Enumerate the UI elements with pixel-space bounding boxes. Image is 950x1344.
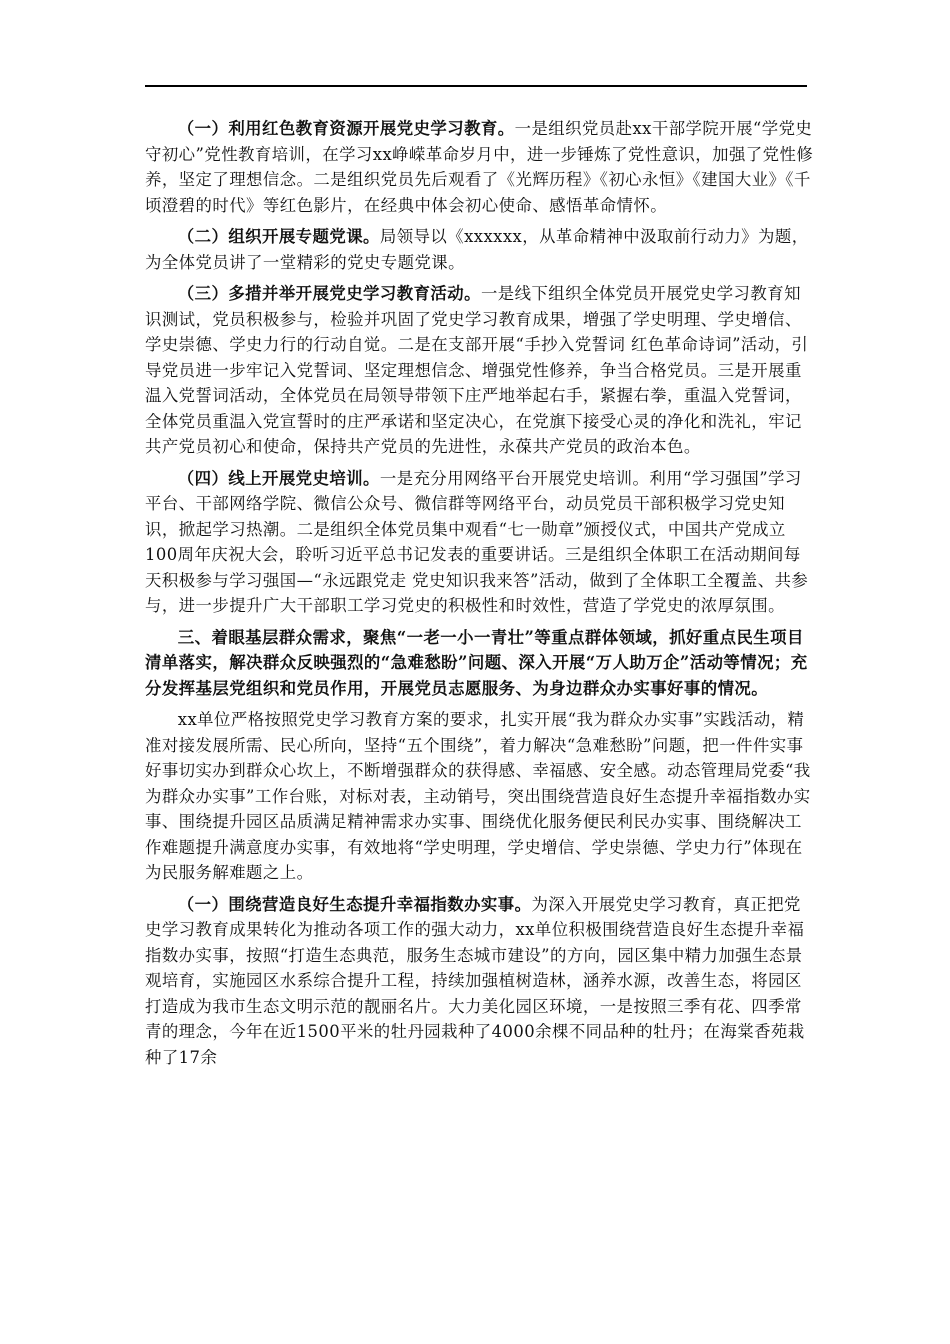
paragraph-heading: 三、着眼基层群众需求，聚焦“一老一小一青壮”等重点群体领域，抓好重点民生项目清单落实，解决群众反映强烈的“急难愁盼”问题、深入开展“万人助万企”活动等情况；充分发挥基层党组织和党员作用，开展党员志愿服务、为身边群众办实事好事的情况。 [145, 627, 808, 698]
paragraph-text: 局领导以《xxxxxx，从革命精神中汲取前行动力》为题，为全体党员讲了一堂精彩的党史专题党课。 [145, 227, 809, 272]
paragraph-heading: （二）组织开展专题党课。 [177, 227, 380, 246]
paragraph-ecology [145, 892, 817, 1071]
paragraph-online-training [145, 466, 817, 619]
paragraph-text: 一是组织党员赴xx干部学院开展“学党史 守初心”党性教育培训，在学习xx峥嵘革命岁月中，进一步锤炼了党性意识，加强了党性修养，坚定了理想信念。二是组织党员先后观看了《光辉历程》《初心永恒》《建国大业》《千顷澄碧的时代》等红色影片，在经典中体会初心使命、感悟革命情怀。 [145, 119, 814, 215]
paragraph-heading: （三）多措并举开展党史学习教育活动。 [177, 284, 481, 303]
header-rule [145, 85, 807, 87]
paragraph-red-education [145, 116, 817, 218]
paragraph-heading: （四）线上开展党史培训。 [177, 468, 380, 488]
paragraph-heading: （一）利用红色教育资源开展党史学习教育。 [177, 119, 515, 138]
paragraph-text: xx单位严格按照党史学习教育方案的要求，扎实开展“我为群众办实事”实践活动，精准对接发展所需、民心所向，坚持“五个围绕”，着力解决“急难愁盼”问题，把一件件实事好事切实办到群众心坎上，不断增强群众的获得感、幸福感、安全感。动态管理局党委“我为群众办实事”工作台账，对标对表，主动销号，突出围绕营造良好生态提升幸福指数办实事、围绕提升园区品质满足精神需求办实事、围绕优化服务便民利民办实事、围绕解决工作难题提升满意度办实事，有效地将“学史明理，学史增信、学史崇德、学史力行”体现在为民服务解难题之上。 [145, 710, 811, 882]
paragraph-text: 一是充分用网络平台开展党史培训。利用“学习强国”学习平台、干部网络学院、微信公众号、微信群等网络平台，动员党员干部积极学习党史知识，掀起学习热潮。二是组织全体党员集中观看“七一勋章”颁授仪式，中国共产党成立100周年庆祝大会，聆听习近平总书记发表的重要讲话。三是组织全体职工在活动期间每天积极参与学习强国—“永远跟党走 党史知识我来答”活动，做到了全体职工全覆盖、共参与，进一步提升广大干部职工学习党史的积极性和时效性，营造了学党史的浓厚氛围。 [145, 468, 809, 615]
document-body [145, 116, 817, 1070]
paragraph-text: 为深入开展党史学习教育，真正把党史学习教育成果转化为推动各项工作的强大动力，xx单位积极围绕营造良好生态提升幸福指数办实事，按照“打造生态典范，服务生态城市建设”的方向，园区集中精力加强生态景观培育，实施园区水系综合提升工程，持续加强植树造林，涵养水源，改善生态，将园区打造成为我市生态文明示范的靓丽名片。大力美化园区环境，一是按照三季有花、四季常青的理念，今年在近1500平米的牡丹园栽种了4000余棵不同品种的牡丹；在海棠香苑栽种了17余 [145, 894, 805, 1067]
paragraph-practical-actions [145, 707, 817, 886]
section-three-heading [145, 625, 817, 702]
paragraph-text: 一是线下组织全体党员开展党史学习教育知识测试，党员积极参与，检验并巩固了党史学习教育成果，增强了学史明理、学史增信、学史崇德、学史力行的行动自觉。二是在支部开展“手抄入党誓词 红色革命诗词”活动，引导党员进一步牢记入党誓词、坚定理想信念、增强党性修养，争当合格党员。三是开展重温入党誓词活动，全体党员在局领导带领下庄严地举起右手，紧握右拳，重温入党誓词，全体党员重温入党宣誓时的庄严承诺和坚定决心，在党旗下接受心灵的净化和洗礼，牢记共产党员初心和使命，保持共产党员的先进性，永葆共产党员的政治本色。 [145, 284, 809, 456]
paragraph-heading: （一）围绕营造良好生态提升幸福指数办实事。 [177, 894, 532, 914]
paragraph-multiple-measures [145, 281, 817, 460]
paragraph-special-lecture [145, 224, 817, 275]
